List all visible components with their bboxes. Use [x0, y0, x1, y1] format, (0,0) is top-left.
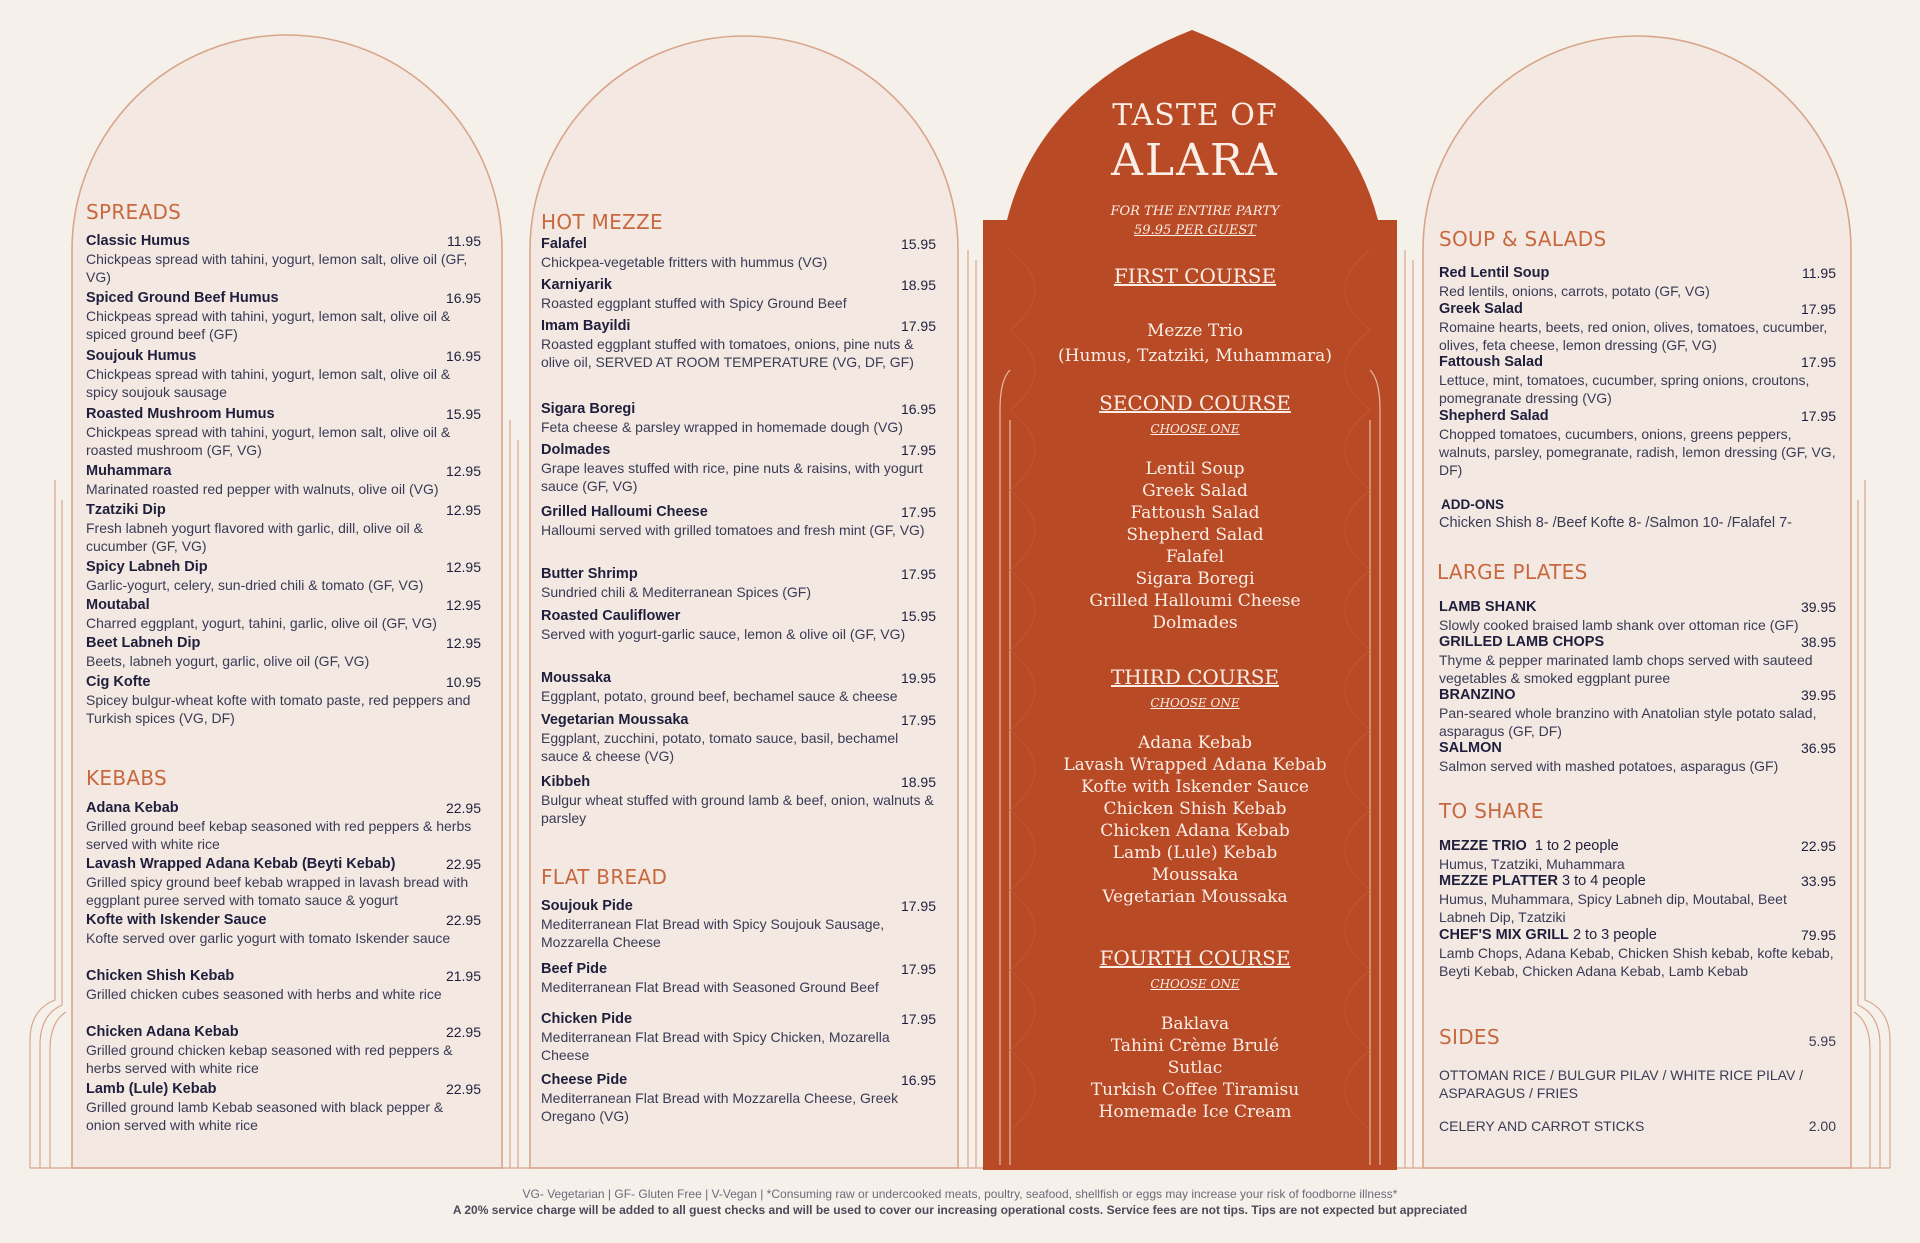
item-description: Mediterranean Flat Bread with Mozzarella Cheese, Greek Oregano (VG): [541, 1090, 899, 1124]
menu-item: [86, 673, 481, 727]
menu-item: [1439, 633, 1836, 687]
item-note: 2 to 3 people: [1572, 927, 1657, 943]
item-description: Romaine hearts, beets, red onion, olives, tomatoes, cucumber, olives, feta cheese, lemon dressing (GF, VG): [1439, 319, 1828, 353]
item-price: 17.95: [900, 961, 936, 977]
item-price: 12.95: [445, 597, 481, 613]
item-name: CHEF'S MIX GRILL: [1439, 927, 1569, 943]
item-description: Chickpea-vegetable fritters with hummus (VG): [541, 254, 828, 270]
item-name: Falafel: [541, 236, 587, 252]
menu-item: [1439, 837, 1836, 873]
menu-item: [541, 1071, 936, 1125]
item-name: Beef Pide: [541, 961, 608, 977]
item-price: 17.95: [900, 712, 936, 728]
course-item: Lavash Wrapped Adana Kebab: [1063, 755, 1327, 775]
menu-item: [1439, 598, 1836, 634]
item-price: 22.95: [445, 856, 481, 872]
tasting-title-main: ALARA: [1111, 135, 1279, 186]
menu-item: [541, 1010, 936, 1064]
item-description: Humus, Muhammara, Spicy Labneh dip, Moutabal, Beet Labneh Dip, Tzatziki: [1439, 891, 1787, 925]
item-description: Served with yogurt-garlic sauce, lemon & olive oil (GF, VG): [541, 626, 906, 642]
item-description: Mediterranean Flat Bread with Spicy Soujouk Sausage, Mozzarella Cheese: [541, 916, 885, 950]
item-description: Salmon served with mashed potatoes, asparagus (GF): [1439, 758, 1779, 774]
third-course-title: THIRD COURSE: [1110, 665, 1280, 689]
course-item: Vegetarian Moussaka: [1102, 887, 1288, 907]
menu-item: [86, 596, 481, 632]
second-course-list: [993, 458, 1397, 634]
tasting-price: 59.95 PER GUEST: [1134, 223, 1256, 238]
item-description: Lamb Chops, Adana Kebab, Chicken Shish kebab, kofte kebab, Beyti Kebab, Chicken Adana Kebab, Lamb Kebab: [1439, 945, 1834, 979]
item-description: Roasted eggplant stuffed with Spicy Ground Beef: [541, 295, 847, 311]
item-description: Beets, labneh yogurt, garlic, olive oil (GF, VG): [86, 653, 370, 669]
menu-item: [1439, 353, 1836, 407]
item-description: Kofte served over garlic yogurt with tomato Iskender sauce: [86, 930, 451, 946]
item-description: Roasted eggplant stuffed with tomatoes, onions, pine nuts & olive oil, SERVED AT ROOM TEMPERATURE (VG, DF, GF): [541, 336, 914, 370]
item-price: 16.95: [445, 290, 481, 306]
item-description: Chickpeas spread with tahini, yogurt, lemon salt, olive oil & roasted mushroom (GF, VG): [86, 424, 451, 458]
menu-item: [541, 565, 936, 601]
item-price: 39.95: [1800, 599, 1836, 615]
item-name: Spicy Labneh Dip: [86, 559, 208, 575]
item-description: Feta cheese & parsley wrapped in homemade dough (VG): [541, 419, 903, 435]
item-name: Moutabal: [86, 597, 150, 613]
second-course-title: SECOND COURSE: [1099, 391, 1291, 415]
item-description: Chickpeas spread with tahini, yogurt, lemon salt, olive oil & spiced ground beef (GF): [86, 308, 451, 342]
menu-item: [86, 232, 481, 286]
menu-item: [541, 669, 936, 705]
item-price: 11.95: [1802, 265, 1836, 281]
first-course-title: FIRST COURSE: [1113, 264, 1277, 288]
item-price: 15.95: [900, 608, 936, 624]
item-name: Greek Salad: [1439, 301, 1523, 317]
item-name: Cig Kofte: [86, 674, 151, 690]
item-name: Dolmades: [541, 442, 611, 458]
menu-item: [541, 400, 936, 436]
course-item: Turkish Coffee Tiramisu: [1090, 1080, 1300, 1100]
item-name: Chicken Adana Kebab: [86, 1024, 239, 1040]
item-name: Grilled Halloumi Cheese: [541, 504, 708, 520]
item-description: Fresh labneh yogurt flavored with garlic, dill, olive oil & cucumber (GF, VG): [86, 520, 423, 554]
item-name: Chicken Shish Kebab: [86, 968, 235, 984]
item-name: Butter Shrimp: [541, 566, 638, 582]
item-name: BRANZINO: [1439, 687, 1516, 703]
item-price: 15.95: [900, 236, 936, 252]
tasting-party-line: FOR THE ENTIRE PARTY: [1110, 204, 1280, 219]
item-price: 22.95: [1800, 838, 1836, 854]
item-name: Moussaka: [541, 670, 612, 686]
item-name: Lavash Wrapped Adana Kebab (Beyti Kebab): [86, 856, 396, 872]
item-price: 19.95: [900, 670, 936, 686]
menu-item: [541, 441, 936, 495]
menu-item: [1439, 300, 1836, 354]
item-description: Chopped tomatoes, cucumbers, onions, greens peppers, walnuts, parsley, pomegranate, radish, lemon dressing (GF, VG, DF): [1439, 426, 1836, 478]
item-price: 10.95: [445, 674, 481, 690]
item-name: Beet Labneh Dip: [86, 635, 201, 651]
item-price: 15.95: [445, 406, 481, 422]
item-price: 17.95: [900, 318, 936, 334]
item-price: 17.95: [900, 898, 936, 914]
section-title-hot-mezze: HOT MEZZE: [541, 210, 663, 234]
item-name: Roasted Mushroom Humus: [86, 406, 275, 422]
item-description: Eggplant, zucchini, potato, tomato sauce, basil, bechamel sauce & cheese (VG): [541, 730, 899, 764]
menu-item: [86, 405, 481, 459]
menu-item: [86, 855, 481, 909]
item-name: Adana Kebab: [86, 800, 179, 816]
menu-item: [1439, 926, 1836, 980]
item-name: Kibbeh: [541, 774, 591, 790]
course-item: Adana Kebab: [1138, 733, 1252, 753]
course-item: Homemade Ice Cream: [1098, 1102, 1292, 1122]
course-item: Lentil Soup: [1145, 459, 1245, 479]
course-item: Shepherd Salad: [1126, 525, 1264, 545]
item-price: 21.95: [445, 968, 481, 984]
item-name: Karniyarik: [541, 277, 612, 293]
item-description: Halloumi served with grilled tomatoes and fresh mint (GF, VG): [541, 522, 925, 538]
item-price: 17.95: [900, 566, 936, 582]
menu-item: [541, 773, 936, 827]
item-note: 3 to 4 people: [1561, 873, 1646, 889]
item-name: Imam Bayildi: [541, 318, 631, 334]
item-price: 16.95: [900, 401, 936, 417]
item-price: 17.95: [900, 1011, 936, 1027]
item-name: MEZZE TRIO: [1439, 838, 1527, 854]
item-name: LAMB SHANK: [1439, 599, 1537, 615]
item-name: Red Lentil Soup: [1439, 265, 1550, 281]
course-item: Falafel: [1165, 547, 1225, 567]
item-name: Classic Humus: [86, 233, 190, 249]
item-name: GRILLED LAMB CHOPS: [1439, 634, 1605, 650]
menu-item: [541, 960, 936, 996]
menu-item: [86, 289, 481, 343]
fourth-course-list: [993, 1013, 1397, 1123]
item-description: Slowly cooked braised lamb shank over ottoman rice (GF): [1439, 617, 1799, 633]
sides-list: OTTOMAN RICE / BULGUR PILAV / WHITE RICE PILAV / ASPARAGUS / FRIES: [1439, 1067, 1804, 1101]
sides-extra: CELERY AND CARROT STICKS: [1439, 1118, 1645, 1134]
menu-item: [541, 317, 936, 371]
section-title-spreads: SPREADS: [86, 200, 182, 224]
item-description: Eggplant, potato, ground beef, bechamel sauce & cheese: [541, 688, 898, 704]
course-item: Tahini Crème Brulé: [1110, 1036, 1280, 1056]
item-description: Pan-seared whole branzino with Anatolian style potato salad, asparagus (GF, DF): [1439, 705, 1817, 739]
third-course-choose: CHOOSE ONE: [1150, 696, 1240, 710]
item-price: 22.95: [445, 1024, 481, 1040]
item-description: Grilled ground beef kebap seasoned with red peppers & herbs served with white rice: [86, 818, 472, 852]
menu-item: [86, 967, 481, 1003]
menu-item: [1439, 407, 1836, 479]
item-note: 1 to 2 people: [1534, 838, 1619, 854]
menu-item: [1439, 686, 1836, 740]
menu-item: [86, 347, 481, 401]
addons-list: Chicken Shish 8- /Beef Kofte 8- /Salmon 10- /Falafel 7-: [1439, 515, 1793, 531]
item-description: Lettuce, mint, tomatoes, cucumber, spring onions, croutons, pomegranate dressing (VG): [1439, 372, 1810, 406]
item-price: 18.95: [900, 277, 936, 293]
course-item: Lamb (Lule) Kebab: [1112, 843, 1278, 863]
menu-item: [541, 607, 936, 643]
item-name: Soujouk Pide: [541, 898, 633, 914]
section-title-soup-salads: SOUP & SALADS: [1439, 227, 1607, 251]
course-item: Chicken Shish Kebab: [1103, 799, 1287, 819]
item-name: Cheese Pide: [541, 1072, 628, 1088]
course-item: Fattoush Salad: [1130, 503, 1260, 523]
item-price: 11.95: [447, 233, 481, 249]
item-price: 36.95: [1800, 740, 1836, 756]
course-item: Sutlac: [1167, 1058, 1223, 1078]
item-description: Spicey bulgur-wheat kofte with tomato paste, red peppers and Turkish spices (VG, DF): [86, 692, 471, 726]
item-price: 18.95: [900, 774, 936, 790]
item-name: Lamb (Lule) Kebab: [86, 1081, 217, 1097]
menu-item: [86, 501, 481, 555]
menu-item: [86, 634, 481, 670]
item-price: 16.95: [900, 1072, 936, 1088]
sides-price: 5.95: [1808, 1033, 1836, 1049]
addons-title: ADD-ONS: [1441, 497, 1504, 512]
item-price: 17.95: [1800, 301, 1836, 317]
item-name: Muhammara: [86, 463, 172, 479]
item-name: MEZZE PLATTER: [1439, 873, 1558, 889]
course-item: Grilled Halloumi Cheese: [1089, 591, 1301, 611]
item-price: 12.95: [445, 559, 481, 575]
item-name: Tzatziki Dip: [86, 502, 166, 518]
item-name: Shepherd Salad: [1439, 408, 1549, 424]
menu-item: [541, 276, 936, 312]
section-title-to-share: TO SHARE: [1439, 799, 1544, 823]
item-name: SALMON: [1439, 740, 1502, 756]
item-name: Vegetarian Moussaka: [541, 712, 689, 728]
item-description: Bulgur wheat stuffed with ground lamb & beef, onion, walnuts & parsley: [541, 792, 934, 826]
course-item: (Humus, Tzatziki, Muhammara): [1058, 346, 1332, 366]
section-title-kebabs: KEBABS: [86, 766, 168, 790]
item-price: 16.95: [445, 348, 481, 364]
item-description: Grilled spicy ground beef kebab wrapped in lavash bread with eggplant puree served with tomato sauce & yogurt: [86, 874, 469, 908]
menu-item: [541, 503, 936, 539]
sides-extra-price: 2.00: [1808, 1118, 1836, 1134]
item-name: Fattoush Salad: [1439, 354, 1543, 370]
item-description: Mediterranean Flat Bread with Seasoned Ground Beef: [541, 979, 879, 995]
item-description: Garlic-yogurt, celery, sun-dried chili & tomato (GF, VG): [86, 577, 424, 593]
item-price: 17.95: [1800, 408, 1836, 424]
item-name: Roasted Cauliflower: [541, 608, 681, 624]
item-description: Charred eggplant, yogurt, tahini, garlic, olive oil (GF, VG): [86, 615, 437, 631]
tasting-title-top: TASTE OF: [1112, 98, 1278, 133]
item-name: Spiced Ground Beef Humus: [86, 290, 279, 306]
fourth-course-title: FOURTH COURSE: [1099, 946, 1291, 970]
menu-item: [86, 799, 481, 853]
item-price: 12.95: [445, 635, 481, 651]
footer-service-charge: A 20% service charge will be added to all guest checks and will be used to cover our increasing operational costs. Service fees are not tips. Tips are not expected but appreciated: [452, 1203, 1468, 1217]
course-item: Moussaka: [1151, 865, 1239, 885]
item-description: Grilled ground chicken kebap seasoned with red peppers & herbs served with white rice: [86, 1042, 453, 1076]
third-course-list: [993, 732, 1397, 908]
menu-item: [541, 711, 936, 765]
item-description: Chickpeas spread with tahini, yogurt, lemon salt, olive oil (GF, VG): [86, 251, 468, 285]
section-title-flat-bread: FLAT BREAD: [541, 865, 668, 889]
item-description: Thyme & pepper marinated lamb chops served with sauteed vegetables & smoked eggplant puree: [1439, 652, 1813, 686]
item-price: 12.95: [445, 502, 481, 518]
item-description: Sundried chili & Mediterranean Spices (GF): [541, 584, 812, 600]
item-description: Mediterranean Flat Bread with Spicy Chicken, Mozarella Cheese: [541, 1029, 890, 1063]
item-price: 22.95: [445, 1081, 481, 1097]
fourth-course-choose: CHOOSE ONE: [1150, 977, 1240, 991]
item-description: Red lentils, onions, carrots, potato (GF, VG): [1439, 283, 1710, 299]
menu-item: [86, 911, 481, 947]
item-price: 33.95: [1800, 873, 1836, 889]
item-name: Kofte with Iskender Sauce: [86, 912, 267, 928]
item-description: Chickpeas spread with tahini, yogurt, lemon salt, olive oil & spicy soujouk sausage: [86, 366, 451, 400]
course-item: Mezze Trio: [1147, 321, 1243, 341]
item-description: Grape leaves stuffed with rice, pine nuts & raisins, with yogurt sauce (GF, VG): [541, 460, 923, 494]
footer-legend: VG- Vegetarian | GF- Gluten Free | V-Vegan | *Consuming raw or undercooked meats, poultry, seafood, shellfish or eggs may increase your risk of foodborne illness*: [522, 1187, 1398, 1201]
item-price: 12.95: [445, 463, 481, 479]
item-price: 22.95: [445, 800, 481, 816]
item-name: Chicken Pide: [541, 1011, 633, 1027]
menu-item: [86, 558, 481, 594]
item-price: 79.95: [1800, 927, 1836, 943]
course-item: Greek Salad: [1142, 481, 1248, 501]
item-description: Humus, Tzatziki, Muhammara: [1439, 856, 1625, 872]
item-price: 17.95: [900, 442, 936, 458]
first-course-list: [993, 320, 1397, 370]
menu-item: [1439, 264, 1836, 300]
menu-item: [86, 1023, 481, 1077]
course-item: Baklava: [1160, 1014, 1230, 1034]
menu-item: [541, 235, 936, 271]
course-item: Dolmades: [1152, 613, 1238, 633]
section-title-large-plates: LARGE PLATES: [1437, 560, 1588, 584]
course-item: Chicken Adana Kebab: [1100, 821, 1290, 841]
menu-item: [541, 897, 936, 951]
item-name: Soujouk Humus: [86, 348, 197, 364]
second-course-choose: CHOOSE ONE: [1150, 422, 1240, 436]
item-description: Marinated roasted red pepper with walnuts, olive oil (VG): [86, 481, 439, 497]
item-description: Grilled ground lamb Kebab seasoned with black pepper & onion served with white rice: [86, 1099, 444, 1133]
menu-item: [1439, 739, 1836, 775]
menu-item: [86, 462, 481, 498]
menu-item: [1439, 872, 1836, 926]
course-item: Kofte with Iskender Sauce: [1081, 777, 1309, 797]
item-price: 17.95: [900, 504, 936, 520]
item-price: 38.95: [1800, 634, 1836, 650]
item-price: 17.95: [1800, 354, 1836, 370]
section-title-sides: SIDES: [1439, 1025, 1500, 1049]
course-item: Sigara Boregi: [1135, 569, 1255, 589]
item-price: 39.95: [1800, 687, 1836, 703]
item-description: Grilled chicken cubes seasoned with herbs and white rice: [86, 986, 442, 1002]
item-price: 22.95: [445, 912, 481, 928]
item-name: Sigara Boregi: [541, 401, 636, 417]
menu-item: [86, 1080, 481, 1134]
